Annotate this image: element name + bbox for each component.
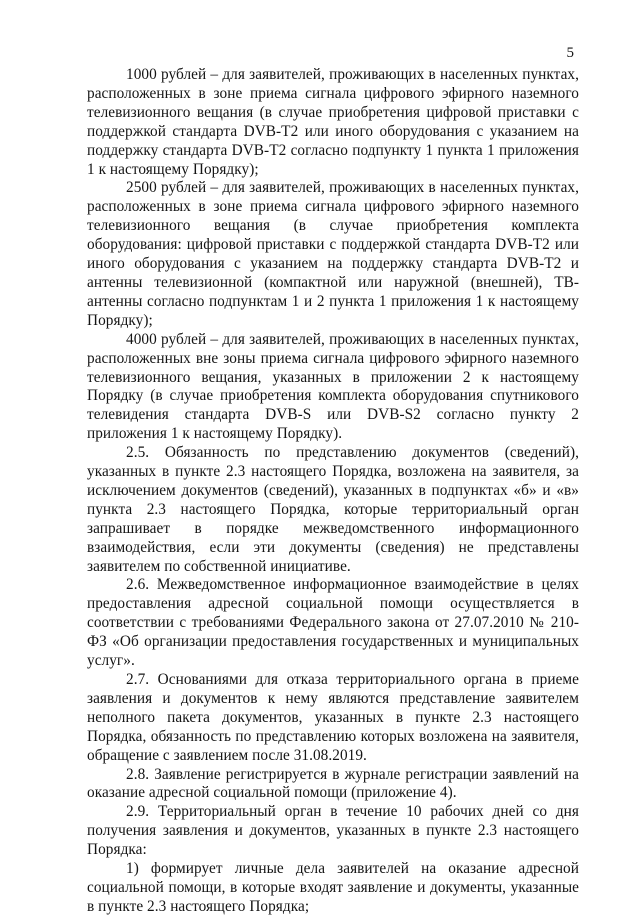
paragraph-subclause-1: 1) формирует личные дела заявителей на оказание адресной социальной помощи, в которые входят заявление и документы, указанные в пункте 2.3 настоящего Порядка; bbox=[87, 860, 579, 915]
paragraph-amount-4000: 4000 рублей – для заявителей, проживающих в населенных пунктах, расположенных вне зоны приема сигнала цифрового эфирного наземного телевизионного вещания, указанных в приложении 2 к настоящему Порядку (в случае приобретения комплекта оборудования спутникового телевидения стандарта DVB-S или DVB-S2 согласно пункту 2 приложения 1 к настоящему Порядку). bbox=[87, 330, 579, 443]
paragraph-amount-2500: 2500 рублей – для заявителей, проживающих в населенных пунктах, расположенных в зоне приема сигнала цифрового эфирного наземного телевизионного вещания (в случае приобретения комплекта оборудования: цифровой приставки с поддержкой стандарта DVB-T2 или иного оборудования с указанием на поддержку стандарта DVB-T2 и антенны телевизионной (компактной или наружной (внешней), ТВ-антенны согласно подпунктам 1 и 2 пункта 1 приложения 1 к настоящему Порядку); bbox=[87, 179, 579, 329]
paragraph-amount-1000: 1000 рублей – для заявителей, проживающих в населенных пунктах, расположенных в зоне приема сигнала цифрового эфирного наземного телевизионного вещания (в случае приобретения цифровой приставки с поддержкой стандарта DVB-T2 или иного оборудования с указанием на поддержку стандарта DVB-T2 согласно подпункту 1 пункта 1 приложения 1 к настоящему Порядку); bbox=[87, 66, 579, 178]
document-body bbox=[87, 66, 579, 917]
paragraph-clause-2-7: 2.7. Основаниями для отказа территориального органа в приеме заявления и документов к нему являются представление заявителем неполного пакета документов, указанных в пункте 2.3 настоящего Порядка, обязанность по представлению которых возложена на заявителя, обращение с заявлением после 31.08.2019. bbox=[87, 671, 579, 764]
paragraph-clause-2-9: 2.9. Территориальный орган в течение 10 рабочих дней со дня получения заявления и документов, указанных в пункте 2.3 настоящего Порядка: bbox=[87, 803, 579, 859]
paragraph-clause-2-5: 2.5. Обязанность по представлению документов (сведений), указанных в пункте 2.3 настоящего Порядка, возложена на заявителя, за исключением документов (сведений), указанных в подпунктах «б» и «в» пункта 2.3 настоящего Порядка, которые территориальный орган запрашивает в порядке межведомственного информационного взаимодействия, если эти документы (сведения) не представлены заявителем по собственной инициативе. bbox=[87, 444, 579, 575]
paragraph-clause-2-8: 2.8. Заявление регистрируется в журнале регистрации заявлений на оказание адресной социальной помощи (приложение 4). bbox=[87, 765, 579, 802]
page-number: 5 bbox=[566, 45, 574, 61]
paragraph-clause-2-6: 2.6. Межведомственное информационное взаимодействие в целях предоставления адресной социальной помощи осуществляется в соответствии с требованиями Федерального закона от 27.07.2010 № 210-ФЗ «Об организации предоставления государственных и муниципальных услуг». bbox=[87, 576, 579, 670]
